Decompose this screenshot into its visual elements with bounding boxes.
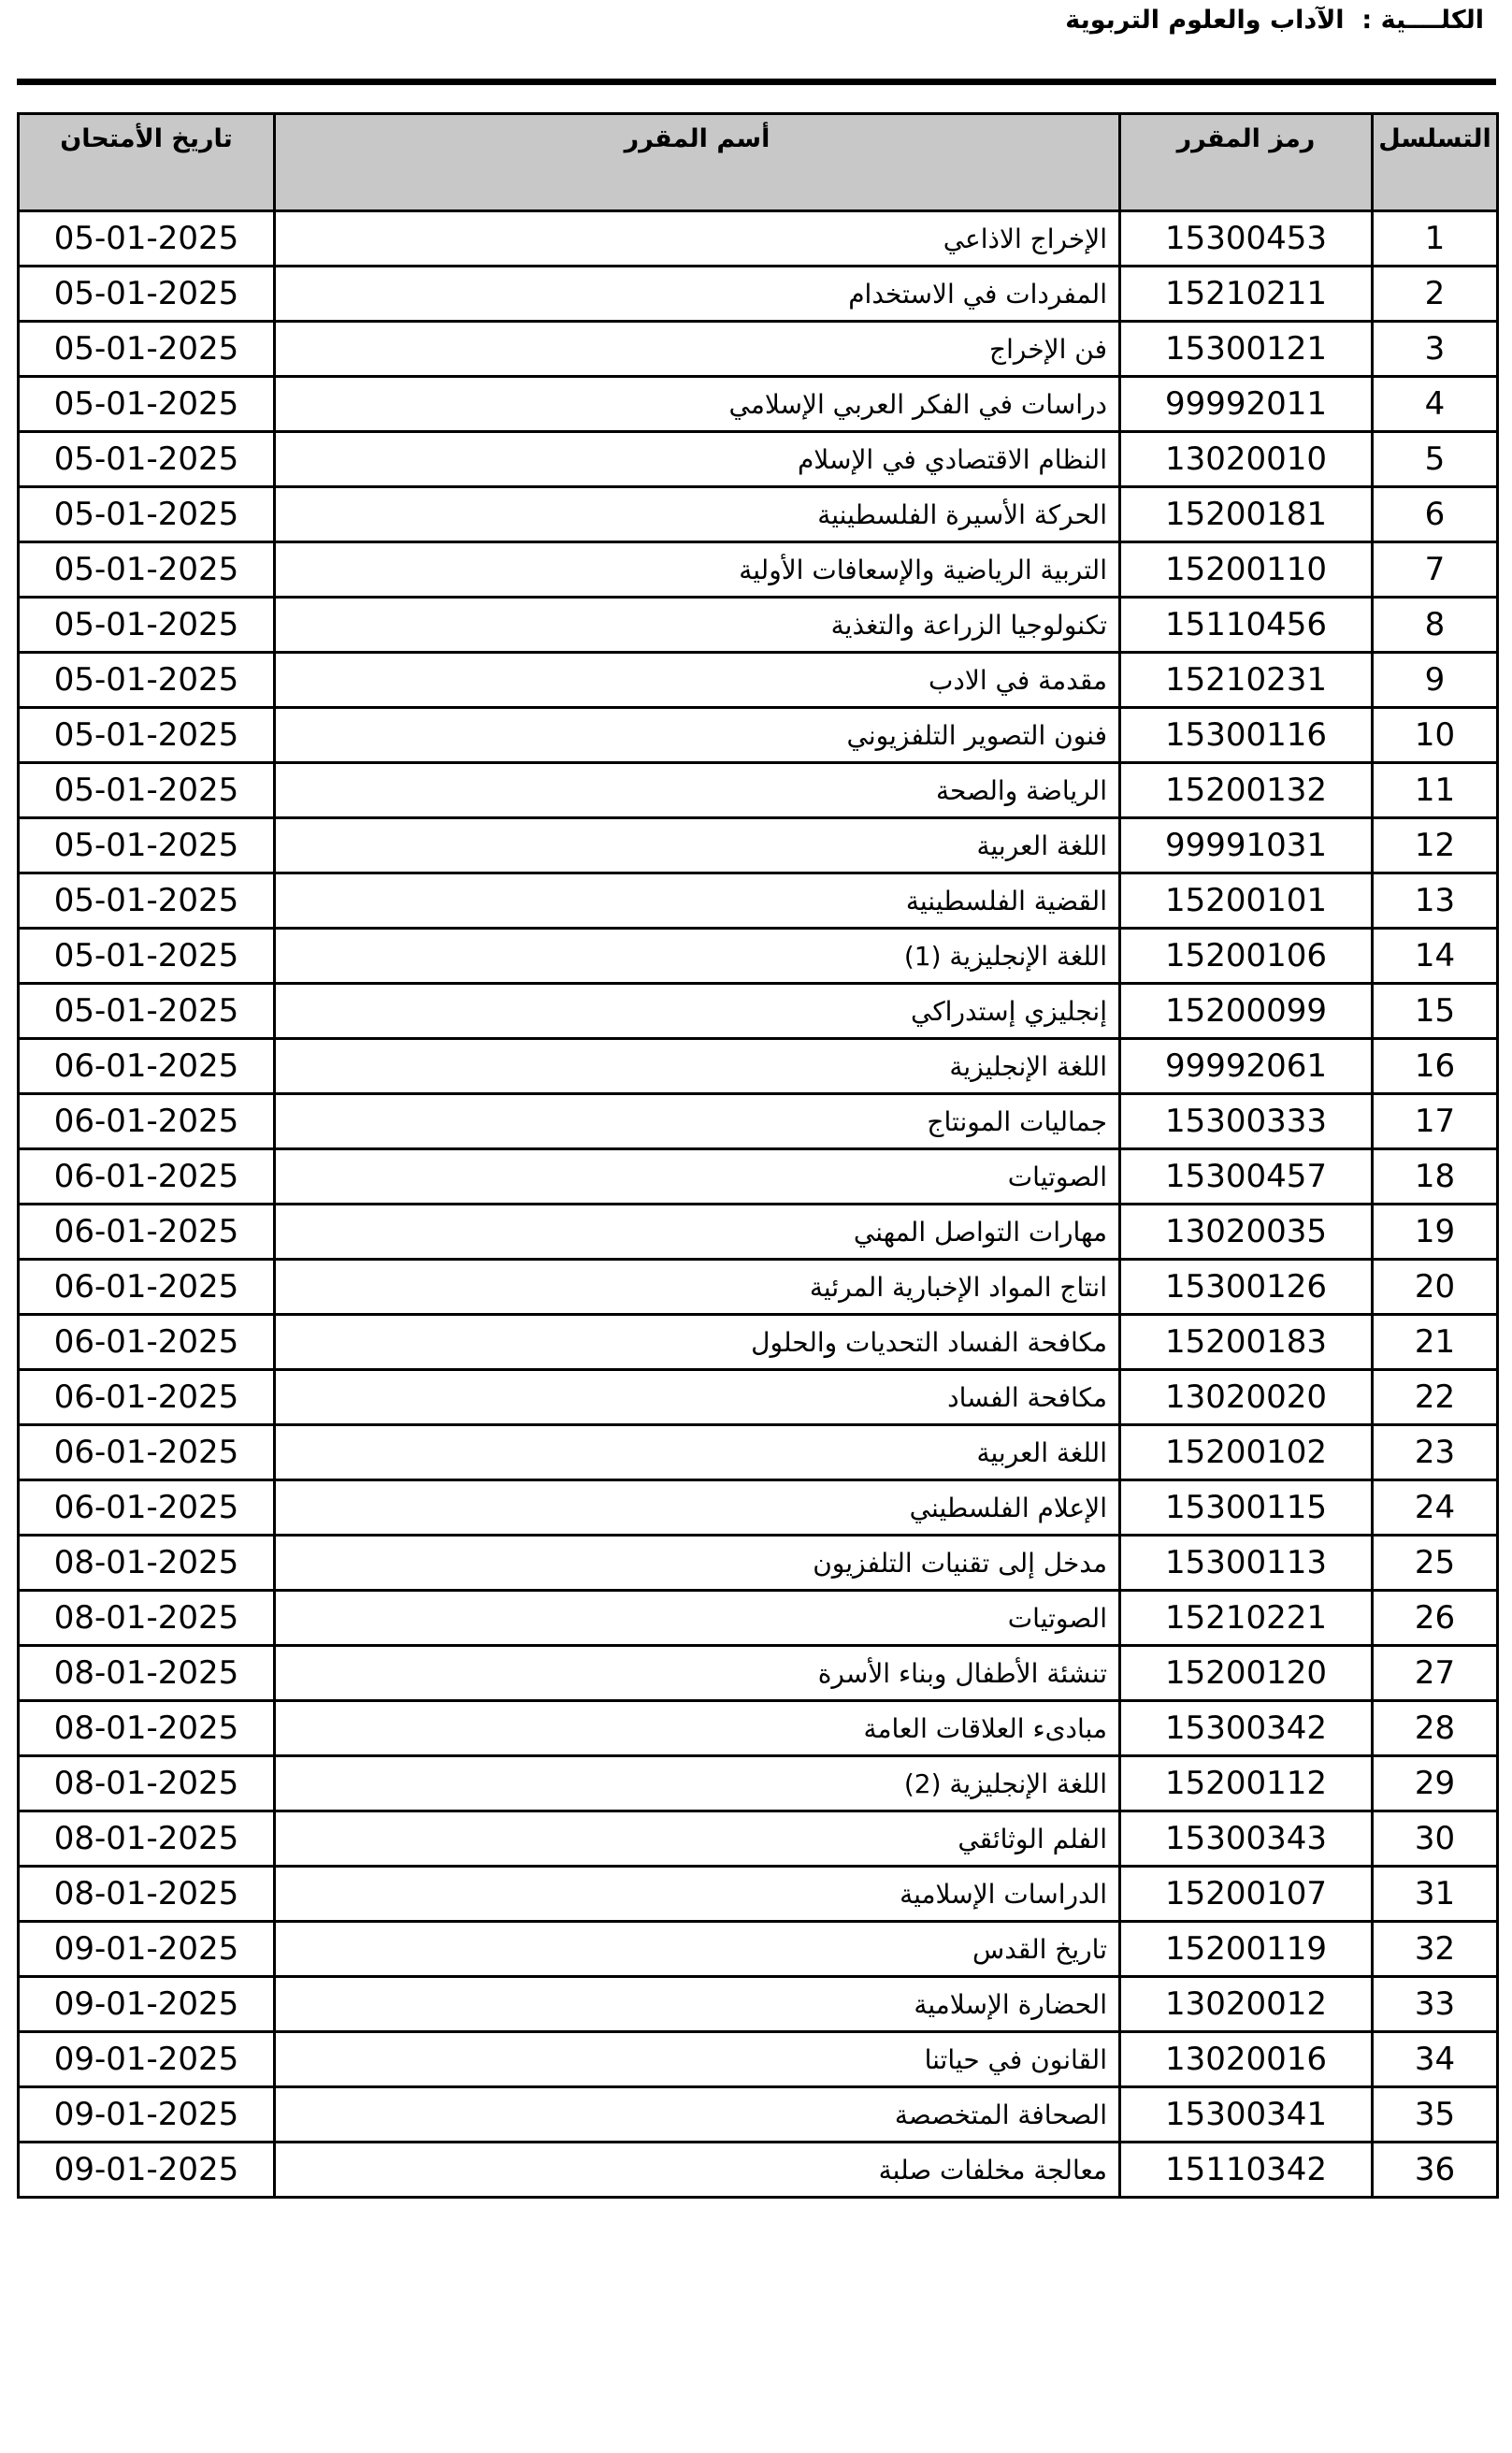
- course-name-cell: فنون التصوير التلفزيوني: [275, 708, 1120, 763]
- table-row: [19, 1205, 1498, 1260]
- course-name-cell: فن الإخراج: [275, 322, 1120, 377]
- course-code-cell: 15200132: [1120, 763, 1373, 818]
- course-name-cell: المفردات في الاستخدام: [275, 267, 1120, 322]
- table-row: [19, 2143, 1498, 2198]
- course-name-cell: تكنولوجيا الزراعة والتغذية: [275, 598, 1120, 653]
- faculty-line: [1065, 6, 1484, 35]
- exam-date-cell: 09-01-2025: [19, 1977, 275, 2032]
- table-row: [19, 1039, 1498, 1094]
- table-row: [19, 1922, 1498, 1977]
- table-row: [19, 432, 1498, 487]
- course-code-cell: 99992011: [1120, 377, 1373, 432]
- table-row: [19, 2032, 1498, 2087]
- course-name-cell: مبادىء العلاقات العامة: [275, 1701, 1120, 1756]
- table-row: [19, 1480, 1498, 1536]
- exam-date-cell: 05-01-2025: [19, 929, 275, 984]
- table-row: [19, 1260, 1498, 1315]
- course-name-cell: مدخل إلى تقنيات التلفزيون: [275, 1536, 1120, 1591]
- course-code-cell: 15200106: [1120, 929, 1373, 984]
- course-name-cell: تاريخ القدس: [275, 1922, 1120, 1977]
- exam-date-cell: 05-01-2025: [19, 653, 275, 708]
- table-row: [19, 1370, 1498, 1425]
- course-name-cell: اللغة الإنجليزية (2): [275, 1756, 1120, 1811]
- course-name-cell: جماليات المونتاج: [275, 1094, 1120, 1149]
- course-name-cell: القانون في حياتنا: [275, 2032, 1120, 2087]
- course-code-cell: 13020010: [1120, 432, 1373, 487]
- exam-date-cell: 08-01-2025: [19, 1536, 275, 1591]
- exam-schedule-table: [17, 112, 1499, 2199]
- table-row: [19, 653, 1498, 708]
- exam-date-cell: 05-01-2025: [19, 542, 275, 598]
- seq-cell: 14: [1373, 929, 1498, 984]
- course-code-cell: 15300333: [1120, 1094, 1373, 1149]
- seq-cell: 17: [1373, 1094, 1498, 1149]
- seq-cell: 36: [1373, 2143, 1498, 2198]
- course-name-cell: اللغة العربية: [275, 1425, 1120, 1480]
- table-row: [19, 2087, 1498, 2143]
- seq-cell: 33: [1373, 1977, 1498, 2032]
- table-row: [19, 1591, 1498, 1646]
- course-name-cell: الحضارة الإسلامية: [275, 1977, 1120, 2032]
- exam-date-cell: 05-01-2025: [19, 377, 275, 432]
- table-row: [19, 267, 1498, 322]
- exam-date-cell: 05-01-2025: [19, 763, 275, 818]
- exam-date-cell: 08-01-2025: [19, 1756, 275, 1811]
- exam-date-cell: 06-01-2025: [19, 1260, 275, 1315]
- exam-date-cell: 06-01-2025: [19, 1094, 275, 1149]
- exam-date-cell: 05-01-2025: [19, 432, 275, 487]
- exam-date-cell: 05-01-2025: [19, 708, 275, 763]
- table-row: [19, 708, 1498, 763]
- exam-date-cell: 06-01-2025: [19, 1480, 275, 1536]
- faculty-value: الآداب والعلوم التربوية: [1065, 6, 1345, 35]
- course-code-cell: 15300343: [1120, 1811, 1373, 1867]
- seq-cell: 23: [1373, 1425, 1498, 1480]
- exam-date-cell: 05-01-2025: [19, 873, 275, 929]
- course-code-cell: 15110456: [1120, 598, 1373, 653]
- table-row: [19, 1756, 1498, 1811]
- exam-date-cell: 05-01-2025: [19, 211, 275, 267]
- table-row: [19, 1811, 1498, 1867]
- seq-cell: 18: [1373, 1149, 1498, 1205]
- seq-cell: 3: [1373, 322, 1498, 377]
- course-name-cell: الإخراج الاذاعي: [275, 211, 1120, 267]
- table-row: [19, 818, 1498, 873]
- course-name-cell: مقدمة في الادب: [275, 653, 1120, 708]
- exam-date-cell: 05-01-2025: [19, 598, 275, 653]
- course-code-cell: 15210221: [1120, 1591, 1373, 1646]
- course-code-cell: 15300126: [1120, 1260, 1373, 1315]
- table-row: [19, 211, 1498, 267]
- course-name-cell: النظام الاقتصادي في الإسلام: [275, 432, 1120, 487]
- exam-date-cell: 06-01-2025: [19, 1315, 275, 1370]
- course-code-cell: 15300116: [1120, 708, 1373, 763]
- course-code-cell: 15110342: [1120, 2143, 1373, 2198]
- course-name-cell: القضية الفلسطينية: [275, 873, 1120, 929]
- seq-cell: 29: [1373, 1756, 1498, 1811]
- seq-cell: 20: [1373, 1260, 1498, 1315]
- exam-date-cell: 06-01-2025: [19, 1149, 275, 1205]
- seq-cell: 34: [1373, 2032, 1498, 2087]
- course-code-cell: 15200101: [1120, 873, 1373, 929]
- course-code-cell: 15200099: [1120, 984, 1373, 1039]
- exam-date-cell: 05-01-2025: [19, 322, 275, 377]
- table-row: [19, 1977, 1498, 2032]
- seq-cell: 35: [1373, 2087, 1498, 2143]
- seq-cell: 11: [1373, 763, 1498, 818]
- course-name-cell: اللغة الإنجليزية (1): [275, 929, 1120, 984]
- table-row: [19, 1425, 1498, 1480]
- exam-date-cell: 06-01-2025: [19, 1039, 275, 1094]
- course-name-cell: الحركة الأسيرة الفلسطينية: [275, 487, 1120, 542]
- course-code-cell: 15300115: [1120, 1480, 1373, 1536]
- seq-cell: 24: [1373, 1480, 1498, 1536]
- course-name-cell: الصوتيات: [275, 1149, 1120, 1205]
- seq-cell: 16: [1373, 1039, 1498, 1094]
- course-code-cell: 15300341: [1120, 2087, 1373, 2143]
- seq-cell: 31: [1373, 1867, 1498, 1922]
- exam-date-cell: 09-01-2025: [19, 1922, 275, 1977]
- course-code-cell: 15210211: [1120, 267, 1373, 322]
- course-code-cell: 13020012: [1120, 1977, 1373, 2032]
- course-name-cell: الإعلام الفلسطيني: [275, 1480, 1120, 1536]
- table-row: [19, 377, 1498, 432]
- seq-cell: 9: [1373, 653, 1498, 708]
- table-row: [19, 487, 1498, 542]
- course-name-cell: إنجليزي إستدراكي: [275, 984, 1120, 1039]
- table-row: [19, 598, 1498, 653]
- exam-date-cell: 08-01-2025: [19, 1811, 275, 1867]
- table-row: [19, 542, 1498, 598]
- seq-cell: 32: [1373, 1922, 1498, 1977]
- exam-date-cell: 08-01-2025: [19, 1646, 275, 1701]
- seq-cell: 21: [1373, 1315, 1498, 1370]
- seq-cell: 22: [1373, 1370, 1498, 1425]
- column-header-date: تاريخ الأمتحان: [19, 114, 275, 211]
- course-name-cell: انتاج المواد الإخبارية المرئية: [275, 1260, 1120, 1315]
- table-row: [19, 1094, 1498, 1149]
- exam-date-cell: 08-01-2025: [19, 1591, 275, 1646]
- exam-date-cell: 09-01-2025: [19, 2143, 275, 2198]
- course-name-cell: الرياضة والصحة: [275, 763, 1120, 818]
- exam-date-cell: 06-01-2025: [19, 1425, 275, 1480]
- seq-cell: 26: [1373, 1591, 1498, 1646]
- course-name-cell: دراسات في الفكر العربي الإسلامي: [275, 377, 1120, 432]
- exam-date-cell: 05-01-2025: [19, 818, 275, 873]
- course-name-cell: مكافحة الفساد التحديات والحلول: [275, 1315, 1120, 1370]
- faculty-label: الكلــــية :: [1361, 6, 1484, 35]
- seq-cell: 12: [1373, 818, 1498, 873]
- seq-cell: 8: [1373, 598, 1498, 653]
- table-row: [19, 1149, 1498, 1205]
- table-row: [19, 1536, 1498, 1591]
- header-divider: [17, 79, 1496, 85]
- table-row: [19, 929, 1498, 984]
- exam-date-cell: 05-01-2025: [19, 267, 275, 322]
- course-code-cell: 15300457: [1120, 1149, 1373, 1205]
- seq-cell: 15: [1373, 984, 1498, 1039]
- course-code-cell: 15300121: [1120, 322, 1373, 377]
- course-code-cell: 13020035: [1120, 1205, 1373, 1260]
- course-name-cell: الفلم الوثائقي: [275, 1811, 1120, 1867]
- course-name-cell: مهارات التواصل المهني: [275, 1205, 1120, 1260]
- seq-cell: 19: [1373, 1205, 1498, 1260]
- course-code-cell: 15300453: [1120, 211, 1373, 267]
- table-header-row: [19, 114, 1498, 211]
- course-code-cell: 15200107: [1120, 1867, 1373, 1922]
- table-row: [19, 1315, 1498, 1370]
- course-name-cell: اللغة العربية: [275, 818, 1120, 873]
- exam-date-cell: 06-01-2025: [19, 1370, 275, 1425]
- seq-cell: 10: [1373, 708, 1498, 763]
- exam-date-cell: 09-01-2025: [19, 2032, 275, 2087]
- table-row: [19, 984, 1498, 1039]
- course-name-cell: الصوتيات: [275, 1591, 1120, 1646]
- course-code-cell: 15200181: [1120, 487, 1373, 542]
- column-header-name: أسم المقرر: [275, 114, 1120, 211]
- exam-date-cell: 06-01-2025: [19, 1205, 275, 1260]
- table-row: [19, 873, 1498, 929]
- seq-cell: 5: [1373, 432, 1498, 487]
- table-row: [19, 1867, 1498, 1922]
- exam-date-cell: 08-01-2025: [19, 1867, 275, 1922]
- table-body: [19, 211, 1498, 2198]
- table-row: [19, 322, 1498, 377]
- seq-cell: 2: [1373, 267, 1498, 322]
- seq-cell: 13: [1373, 873, 1498, 929]
- course-code-cell: 15300113: [1120, 1536, 1373, 1591]
- seq-cell: 4: [1373, 377, 1498, 432]
- column-header-seq: التسلسل: [1373, 114, 1498, 211]
- course-name-cell: تنشئة الأطفال وبناء الأسرة: [275, 1646, 1120, 1701]
- seq-cell: 28: [1373, 1701, 1498, 1756]
- course-code-cell: 99992061: [1120, 1039, 1373, 1094]
- table-row: [19, 1701, 1498, 1756]
- course-code-cell: 15210231: [1120, 653, 1373, 708]
- course-code-cell: 15200119: [1120, 1922, 1373, 1977]
- table-row: [19, 1646, 1498, 1701]
- course-code-cell: 15200183: [1120, 1315, 1373, 1370]
- seq-cell: 1: [1373, 211, 1498, 267]
- course-name-cell: اللغة الإنجليزية: [275, 1039, 1120, 1094]
- course-name-cell: التربية الرياضية والإسعافات الأولية: [275, 542, 1120, 598]
- seq-cell: 27: [1373, 1646, 1498, 1701]
- course-code-cell: 13020016: [1120, 2032, 1373, 2087]
- exam-date-cell: 05-01-2025: [19, 487, 275, 542]
- course-code-cell: 99991031: [1120, 818, 1373, 873]
- course-code-cell: 15200102: [1120, 1425, 1373, 1480]
- column-header-code: رمز المقرر: [1120, 114, 1373, 211]
- course-code-cell: 15200120: [1120, 1646, 1373, 1701]
- exam-date-cell: 05-01-2025: [19, 984, 275, 1039]
- exam-date-cell: 08-01-2025: [19, 1701, 275, 1756]
- course-code-cell: 13020020: [1120, 1370, 1373, 1425]
- seq-cell: 6: [1373, 487, 1498, 542]
- exam-date-cell: 09-01-2025: [19, 2087, 275, 2143]
- seq-cell: 7: [1373, 542, 1498, 598]
- table-row: [19, 763, 1498, 818]
- course-name-cell: الدراسات الإسلامية: [275, 1867, 1120, 1922]
- course-code-cell: 15200112: [1120, 1756, 1373, 1811]
- course-name-cell: الصحافة المتخصصة: [275, 2087, 1120, 2143]
- seq-cell: 30: [1373, 1811, 1498, 1867]
- course-code-cell: 15200110: [1120, 542, 1373, 598]
- course-name-cell: مكافحة الفساد: [275, 1370, 1120, 1425]
- course-name-cell: معالجة مخلفات صلبة: [275, 2143, 1120, 2198]
- seq-cell: 25: [1373, 1536, 1498, 1591]
- course-code-cell: 15300342: [1120, 1701, 1373, 1756]
